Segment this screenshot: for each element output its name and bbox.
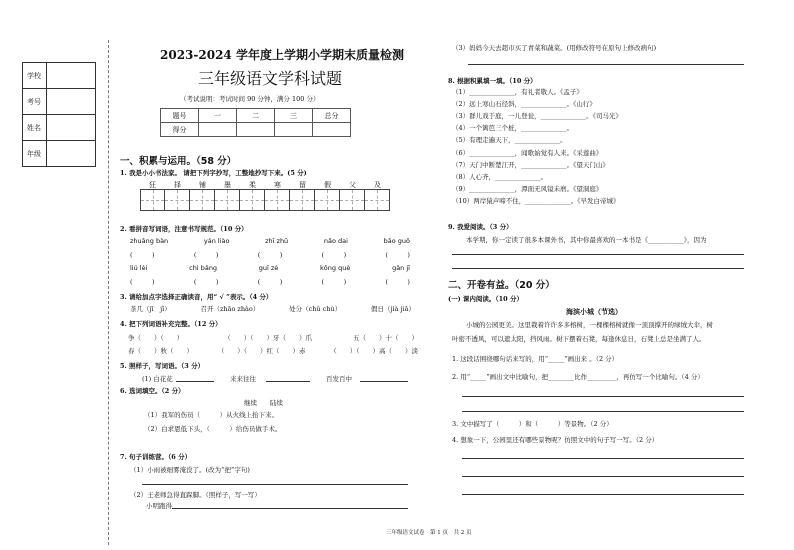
info-label-school: 学校 <box>23 63 47 89</box>
copy-char: 柔 <box>249 181 256 189</box>
copy-char: 及 <box>374 181 381 189</box>
question-3: 3. 请给加点字选择正确读音，用“ √ ”表示。（4 分） <box>120 293 273 301</box>
sentence-task: （2）王老师急得直跺脚。（照样子，写一写） <box>130 491 261 499</box>
passage-title: 海滨小城（节选） <box>566 307 622 316</box>
pinyin: zhuāng bàn <box>130 237 169 245</box>
reading-choices <box>130 304 415 313</box>
reading-question-1: 1. 这段话围绕哪句话来写的，用“_____”画出来 。（2 分） <box>452 355 619 363</box>
answer-line[interactable] <box>142 484 408 485</box>
recall-item[interactable]: （1）______________，有礼者敬人。《孟子》 <box>452 88 583 96</box>
fill-sentence[interactable]: （1）我军的伤员（ ）从火线上抬下来。 <box>144 411 279 419</box>
score-header: 总分 <box>313 109 351 123</box>
answer-line[interactable] <box>360 381 408 382</box>
answer-blank[interactable]: ( ) <box>321 278 347 286</box>
sentence-task: （1）小雨被细雾淹没了。(改为“把”字句) <box>130 466 250 474</box>
answer-line[interactable] <box>176 381 214 382</box>
pinyin: kǒng què <box>320 264 351 272</box>
copy-char: 狂 <box>149 181 156 189</box>
idiom-item[interactable]: （ ）（ ）牙（ ）爪 <box>224 334 312 342</box>
answer-blank[interactable]: ( ) <box>321 251 347 259</box>
copy-char: 假 <box>324 181 331 189</box>
question-8: 8. 根据积累填一填。（10 分） <box>448 77 537 85</box>
copy-char: 留 <box>299 181 306 189</box>
question-9: 9. 我爱阅读。（3 分） <box>448 223 513 231</box>
copy-char: 择 <box>174 181 181 189</box>
recall-item[interactable]: （6）______________，闻歌始觉有人来。《采莲曲》 <box>452 149 603 157</box>
score-header: 三 <box>275 109 313 123</box>
page-footer: 三年级语文试卷 第 1 页 共 2 页 <box>386 530 472 536</box>
question-7: 7. 句子训练营。（6 分） <box>120 453 192 461</box>
exam-title-line2: 三年级语文学科试题 <box>198 69 343 88</box>
reading-question-4: 4. 想象一下，公园里还有哪些景物呢？仿照文中的句子写一写。（2 分） <box>452 436 659 444</box>
pinyin: bāo guǒ <box>383 237 410 245</box>
sentence-fix: （3）妈妈今天去超市买了青菜和蔬菜。(用修改符号在原句上修改病句) <box>452 44 657 52</box>
answer-blank[interactable]: ( ) <box>385 251 410 259</box>
answer-blank[interactable]: ( ) <box>130 251 155 259</box>
question-1: 1. 我是小小书法家。 请把下列字抄写，工整地抄写下来。(5 分) <box>120 169 307 177</box>
student-info-table <box>22 62 96 167</box>
score-header: 二 <box>237 109 275 123</box>
pinyin: nǎo dai <box>323 237 348 245</box>
answer-row-1[interactable] <box>130 250 410 259</box>
pinyin: guī zé <box>258 264 279 272</box>
word-choices: 继续 陆续 <box>244 399 283 407</box>
recall-item[interactable]: （8）人心齐，______________。 <box>452 173 548 181</box>
passage-line: 小城的公园更美。这里栽着许许多多榕树，一棵棵榕树就像一顶顶撑开的绿绒大伞，树 <box>466 321 713 329</box>
answer-blank[interactable]: ( ) <box>257 278 283 286</box>
score-cell[interactable] <box>199 123 237 137</box>
answer-line[interactable] <box>462 411 744 412</box>
copy-char: 父 <box>349 181 356 189</box>
copy-char: 墨 <box>224 181 231 189</box>
question-4: 4. 把下列词语补充完整。（12 分） <box>120 320 222 328</box>
recall-item[interactable]: （2）远上寒山石径斜，______________。《山行》 <box>452 100 596 108</box>
score-header: 题号 <box>161 109 199 123</box>
copy-char: 寒 <box>274 181 281 189</box>
score-table <box>160 108 351 137</box>
example-word: 百发百中 <box>326 375 352 383</box>
score-row-label: 得分 <box>161 123 199 137</box>
section-1-heading: 一、积累与运用。（58 分） <box>120 156 237 167</box>
example-word: (1) 白花花 <box>142 375 173 383</box>
pinyin-row-2 <box>130 264 410 272</box>
question-2: 2. 看拼音写词语，注意书写规范。（10 分） <box>120 225 248 233</box>
exam-note: （考试说明：考试时间 90 分钟，满分 100 分） <box>180 95 320 103</box>
answer-blank[interactable]: ( ) <box>385 278 410 286</box>
reading-choice[interactable]: 处分（chǔ chù） <box>289 305 342 313</box>
answer-line[interactable] <box>468 64 744 65</box>
reading-choice[interactable]: 假日（jià jiǎ） <box>370 305 415 313</box>
info-field-school[interactable] <box>47 63 96 89</box>
idiom-row-2[interactable] <box>128 346 418 355</box>
answer-line[interactable] <box>452 254 744 255</box>
answer-blank[interactable]: ( ) <box>193 251 219 259</box>
idiom-item[interactable]: 春（ ）秋（ ） <box>128 347 193 355</box>
fill-sentence[interactable]: （2）白求恩低下头，（ ）给伤员做手术。 <box>144 425 282 433</box>
idiom-item[interactable]: 五（ ）十（ ） <box>353 334 418 342</box>
recall-item[interactable]: （3）群儿戏于庭，一儿登瓮，______________。《司马光》 <box>452 112 622 120</box>
reading-question-3: 3. 文中描写了（ ）和（ ）等景物。（2 分） <box>452 420 613 428</box>
recall-item[interactable]: （5）有理走遍天下，______________。 <box>452 136 567 144</box>
score-cell[interactable] <box>237 123 275 137</box>
pinyin: chì bǎng <box>189 264 218 272</box>
copy-char: 铺 <box>199 181 206 189</box>
answer-blank[interactable]: ( ) <box>193 278 219 286</box>
info-label-id: 考号 <box>23 89 47 115</box>
answer-line[interactable] <box>266 381 310 382</box>
answer-line[interactable] <box>452 268 744 269</box>
pinyin: zhī zhū <box>265 237 289 245</box>
example-word: 来来往往 <box>230 375 256 383</box>
score-header: 一 <box>199 109 237 123</box>
answer-line[interactable] <box>462 458 744 459</box>
answer-line[interactable] <box>462 396 744 397</box>
info-label-grade: 年级 <box>23 141 47 167</box>
answer-line[interactable] <box>172 508 408 509</box>
passage-line: 叶密不透风，可以遮太阳，挡风雨。树下摆着石凳，每逢休息日，石凳上总是坐满了人。 <box>452 335 706 343</box>
info-field-grade[interactable] <box>47 141 96 167</box>
pinyin: gǎn jī <box>392 264 410 272</box>
score-cell[interactable] <box>313 123 351 137</box>
recall-item[interactable]: （9）______________，潭面无风镜未磨。《望洞庭》 <box>452 185 603 193</box>
idiom-item[interactable]: （ ）（ ）高（ ）淡 <box>330 347 418 355</box>
answer-blank[interactable]: ( ) <box>257 251 283 259</box>
recall-item[interactable]: （4）一个篱笆三个桩，______________。 <box>452 124 574 132</box>
answer-blank[interactable]: ( ) <box>130 278 155 286</box>
info-field-id[interactable] <box>47 89 96 115</box>
writing-grid[interactable] <box>140 189 390 211</box>
answer-line[interactable] <box>462 476 744 477</box>
sentence-prompt: 小明跑得 <box>146 502 172 510</box>
idiom-item[interactable]: （ ）（ ）红（ ）赤 <box>217 347 306 355</box>
reading-question-2: 2. 用“_____”画出文中比喻句，把________比作_________，再仿写一个比喻句。（4 分） <box>452 373 704 381</box>
answer-line[interactable] <box>462 494 744 495</box>
question-5: 5. 照样子，写词语。（3 分） <box>120 362 205 370</box>
score-cell[interactable] <box>275 123 313 137</box>
reading-choice[interactable]: 茶几（jī jǐ） <box>130 305 171 313</box>
answer-row-2[interactable] <box>130 277 410 286</box>
info-field-name[interactable] <box>47 115 96 141</box>
pinyin: liú lèi <box>130 264 148 272</box>
pinyin-row-1 <box>130 237 410 245</box>
exam-title-line1: 2023-2024 学年度上学期小学期末质量检测 <box>160 48 404 62</box>
reading-choice[interactable]: 召开（zhāo zhào） <box>200 305 260 313</box>
section-2-heading: 二、开卷有益。（20 分） <box>448 280 555 291</box>
info-label-name: 姓名 <box>23 115 47 141</box>
pinyin: yán liào <box>203 237 230 245</box>
idiom-item[interactable]: 争（ ）（ ） <box>128 334 184 342</box>
question-6: 6. 选词填空。（2 分） <box>120 387 185 395</box>
idiom-row-1[interactable] <box>128 333 418 342</box>
recall-item[interactable]: （7）天门中断楚江开，______________。《望天门山》 <box>452 161 609 169</box>
reading-prompt: 本学期，你一定读了很多本课外书，其中你最喜欢的一本书是《___________》，因为 <box>466 236 707 244</box>
subsection-heading: (一) 课内阅读。（10 分） <box>448 295 523 303</box>
binding-dashed-line <box>108 40 109 545</box>
recall-item[interactable]: （10）两岸猿声啼不住，______________。《早发白帝城》 <box>452 197 620 205</box>
